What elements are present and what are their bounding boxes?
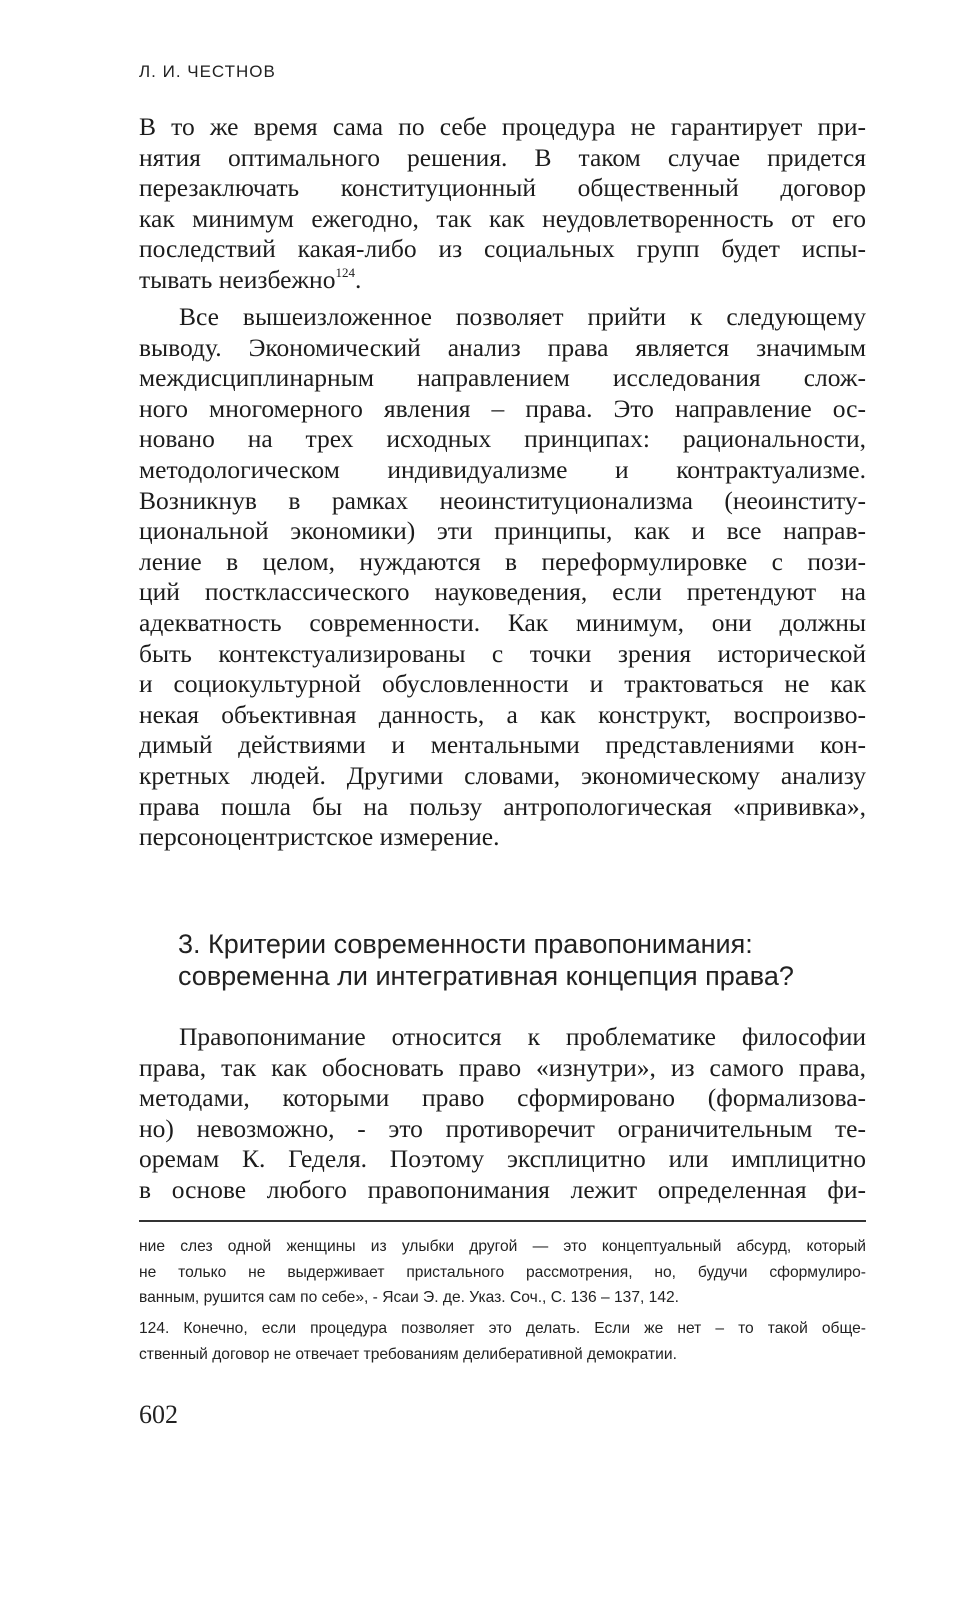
text-line: но) невозможно, - это противоречит ограничительным те- [139,1113,866,1143]
text-line: методами, которыми право сформировано (формализова- [139,1083,866,1113]
text-line: в основе любого правопонимания лежит определенная фи- [139,1174,866,1204]
paragraph-1 [139,112,866,296]
paragraph-2 [139,302,866,853]
text-line-part: . [354,264,362,294]
text-line: междисциплинарным направлением исследования слож- [139,363,866,393]
text-line: Возникнув в рамках неоинституционализма (неоинститу- [139,485,866,515]
text-line: ного многомерного явления – права. Это направление ос- [139,393,866,423]
text-line: быть контекстуализированы с точки зрения исторической [139,638,866,668]
section-heading-line: современна ли интегративная концепция права? [178,961,794,991]
section-heading [178,928,868,992]
paragraph-3 [139,1022,866,1206]
text-line [139,265,866,296]
text-line: методологическом индивидуализме и контрактуализме. [139,454,866,484]
running-head: Л. И. ЧЕСТНОВ [139,62,276,81]
footnote-124 [139,1316,866,1367]
text-line: как минимум ежегодно, так как неудовлетворенность от его [139,203,866,233]
text-line: кретных людей. Другими словами, экономическому анализу [139,760,866,790]
text-line: некая объективная данность, а как конструкт, воспроизво- [139,699,866,729]
footnote-line: ственный договор не отвечает требованиям делиберативной демократии. [139,1345,677,1363]
section-heading-line: 3. Критерии современности правопонимания: [178,929,753,959]
footnote-divider [139,1220,866,1222]
text-line: Правопонимание относится к проблематике философии [179,1022,866,1051]
footnote-line: не только не выдерживает пристального рассмотрения, но, будучи сформулиро- [139,1263,866,1281]
text-line: последствий какая-либо из социальных групп будет испы- [139,234,866,264]
footnote-line: ванным, рушится сам по себе», - Ясаи Э. де. Указ. Соч., С. 136 – 137, 142. [139,1289,680,1306]
text-line: ций постклассического науковедения, если претендуют на [139,577,866,607]
text-line: перезаключать конституционный общественный договор [139,173,866,203]
text-line: выводу. Экономический анализ права является значимым [139,332,866,362]
text-line: ление в целом, нуждаются в переформулировке с пози- [139,546,866,576]
footnote-continuation [139,1234,866,1311]
text-line: димый действиями и ментальными представлениями кон- [139,730,866,760]
text-line: персоноцентристское измерение. [139,822,500,852]
footnote-ref-124[interactable]: 124 [335,264,355,280]
text-line: В то же время сама по себе процедура не гарантирует при- [139,112,866,141]
text-line: права, так как обосновать право «изнутри», из самого права, [139,1052,866,1082]
text-line: Все вышеизложенное позволяет прийти к следующему [179,302,866,331]
footnote-line: ние слез одной женщины из улыбки другой — это концептуальный абсурд, который [139,1238,866,1255]
text-line-part: тывать неизбежно [139,264,336,294]
text-line: права пошла бы на пользу антропологическая «прививка», [139,791,866,821]
text-line: нятия оптимального решения. В таком случае придется [139,142,866,172]
page-number: 602 [139,1400,178,1429]
footnote-line: 124. Конечно, если процедура позволяет это делать. Если же нет – то такой обще- [139,1320,866,1337]
text-line: новано на трех исходных принципах: рациональности, [139,424,866,454]
text-line: и социокультурной обусловленности и трактоваться не как [139,669,866,699]
text-line: адекватность современности. Как минимум, они должны [139,607,866,637]
text-line: оремам К. Геделя. Поэтому эксплицитно или имплицитно [139,1144,866,1174]
text-line: циональной экономики) эти принципы, как и все направ- [139,516,866,546]
